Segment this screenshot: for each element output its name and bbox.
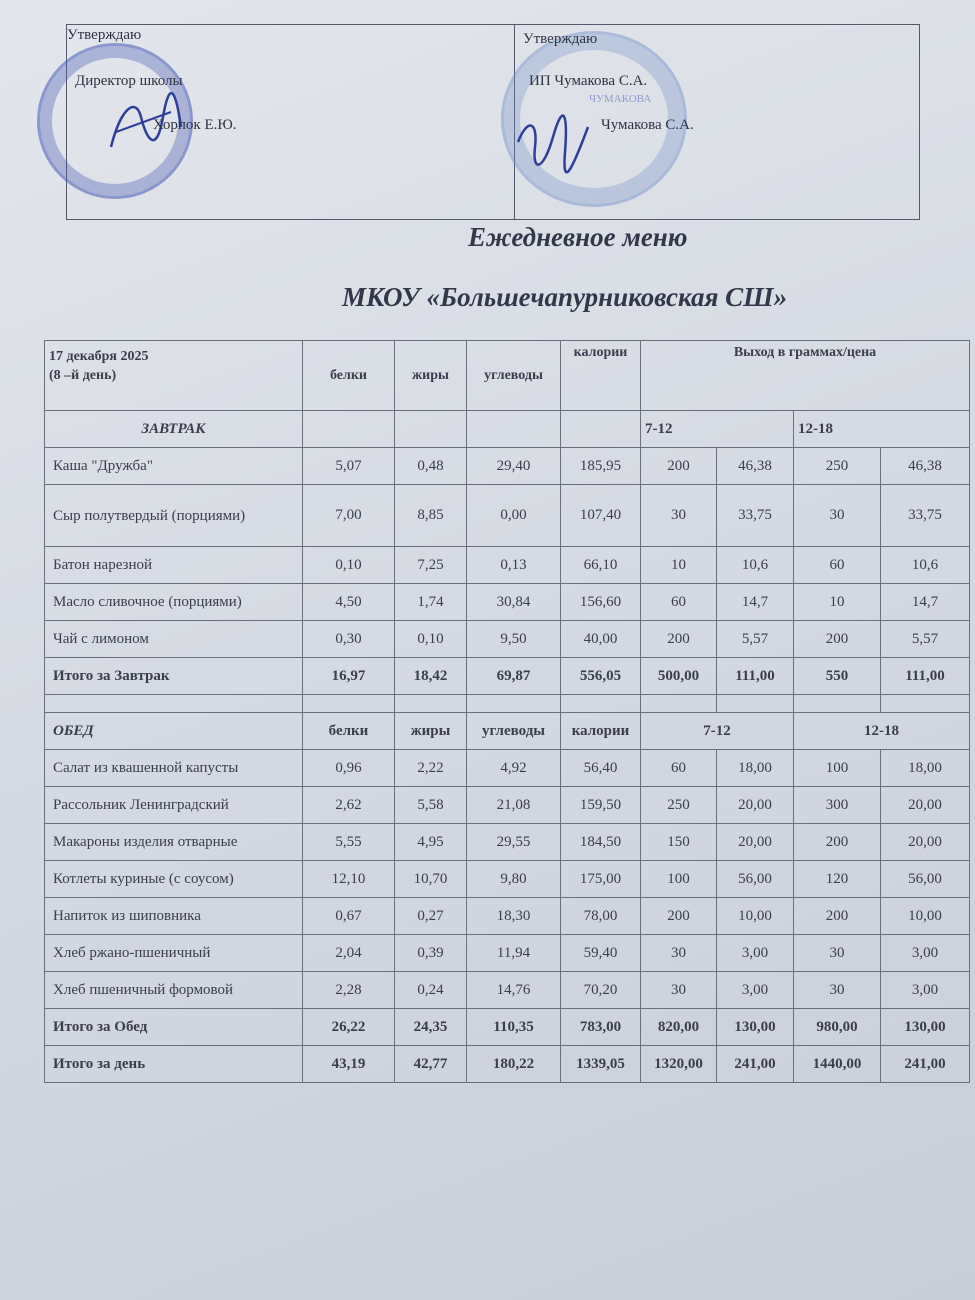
table-row: Макароны изделия отварные 5,55 4,95 29,55 184,50 150 20,00 200 20,00 — [45, 824, 970, 861]
ip-signature-icon — [513, 107, 593, 177]
breakfast-section-row — [45, 411, 970, 448]
header-calories: калории — [561, 341, 641, 411]
lunch-header-calories: калории — [561, 713, 641, 750]
spacer-row — [45, 695, 970, 713]
table-row: Хлеб пшеничный формовой 2,28 0,24 14,76 70,20 30 3,00 30 3,00 — [45, 972, 970, 1009]
table-row: Хлеб ржано-пшеничный 2,04 0,39 11,94 59,40 30 3,00 30 3,00 — [45, 935, 970, 972]
left-approver-position: Директор школы — [75, 73, 183, 89]
ip-stamp-text: ЧУМАКОВА — [589, 93, 652, 105]
lunch-age-2: 12-18 — [794, 713, 970, 750]
table-row: Котлеты куриные (с соусом) 12,10 10,70 9,80 175,00 100 56,00 120 56,00 — [45, 861, 970, 898]
document-title: Ежедневное меню — [468, 222, 688, 252]
table-row: Каша "Дружба" 5,07 0,48 29,40 185,95 200 46,38 250 46,38 — [45, 448, 970, 485]
table-row: Сыр полутвердый (порциями) 7,00 8,85 0,00 107,40 30 33,75 30 33,75 — [45, 485, 970, 547]
breakfast-age-1: 7-12 — [641, 411, 794, 448]
right-approver-name: Чумакова С.А. — [601, 117, 694, 133]
table-row: Батон нарезной 0,10 7,25 0,13 66,10 10 10,6 60 10,6 — [45, 547, 970, 584]
lunch-age-1: 7-12 — [641, 713, 794, 750]
table-header-row — [45, 341, 970, 411]
breakfast-age-2: 12-18 — [794, 411, 970, 448]
lunch-header-carbs: углеводы — [467, 713, 561, 750]
menu-date: 17 декабря 2025 (8 –й день) — [45, 341, 303, 411]
table-row: Салат из квашенной капусты 0,96 2,22 4,92 56,40 60 18,00 100 18,00 — [45, 750, 970, 787]
lunch-total-row: Итого за Обед 26,22 24,35 110,35 783,00 820,00 130,00 980,00 130,00 — [45, 1009, 970, 1046]
approval-block — [66, 24, 920, 220]
right-approver-org: ИП Чумакова С.А. — [529, 73, 648, 89]
table-row: Напиток из шиповника 0,67 0,27 18,30 78,00 200 10,00 200 10,00 — [45, 898, 970, 935]
lunch-header-fat: жиры — [395, 713, 467, 750]
menu-table — [44, 340, 970, 1083]
day-total-row: Итого за день 43,19 42,77 180,22 1339,05 1320,00 241,00 1440,00 241,00 — [45, 1046, 970, 1083]
left-approver-name: Хорпок Е.Ю. — [153, 117, 237, 133]
lunch-label: ОБЕД — [45, 713, 303, 750]
header-fat: жиры — [395, 341, 467, 411]
breakfast-label: ЗАВТРАК — [45, 411, 303, 448]
header-carbs: углеводы — [467, 341, 561, 411]
table-row: Чай с лимоном 0,30 0,10 9,50 40,00 200 5,57 200 5,57 — [45, 621, 970, 658]
left-approve-label: Утверждаю — [67, 27, 142, 43]
header-protein: белки — [303, 341, 395, 411]
right-approve-label: Утверждаю — [523, 31, 598, 47]
lunch-section-row — [45, 713, 970, 750]
school-name: МКОУ «Большечапурниковская СШ» — [342, 282, 788, 312]
lunch-header-protein: белки — [303, 713, 395, 750]
table-row: Рассольник Ленинградский 2,62 5,58 21,08 159,50 250 20,00 300 20,00 — [45, 787, 970, 824]
header-output: Выход в граммах/цена — [641, 341, 970, 411]
breakfast-total-row: Итого за Завтрак 16,97 18,42 69,87 556,05 500,00 111,00 550 111,00 — [45, 658, 970, 695]
table-row: Масло сливочное (порциями) 4,50 1,74 30,84 156,60 60 14,7 10 14,7 — [45, 584, 970, 621]
